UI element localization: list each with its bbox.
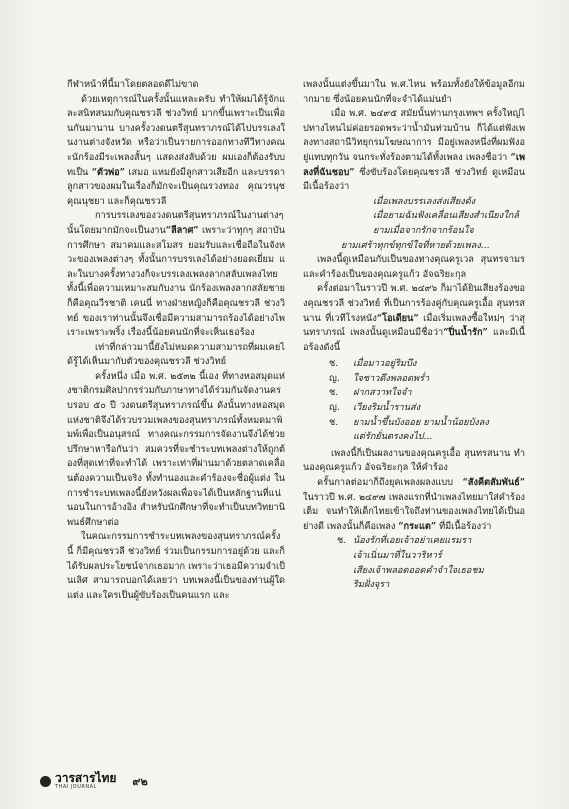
page-footer (40, 772, 148, 790)
lyric-line: ช. ยามน้ำขึ้นบังออย ยามน้ำน้อยบังลง (329, 416, 489, 428)
paragraph: ในคณะกรรมการชำระบทเพลงของสุนทราภรณ์ครั้งนี้ ก็มีคุณชรวลี ช่วงวิทย์ ร่วมเป็นกรรมการอยู่ด้วย และก็ได้รับผลประโยชน์จากเธอมาก เพราะว่าเธอมีความจำเป็นเลิศ สามารถบอกได้เลยว่า บทเพลงนี้เป็นของท่านผู้ใดแต่ง และใครเป็นผู้ขับร้องเป็นคนแรก และ (67, 531, 285, 601)
logo-title: วารสารไทย (55, 770, 117, 785)
paragraph: การบรรเลงของวงดนตรีสุนทราภรณ์ในงานต่างๆ นั้นโดยมากมักจะเป็นงาน“ลีลาศ” เพราะว่าทุกๆ สถาบันการศึกษา สมาคมและสโมสร ยอมรับและเชื่อถือในจังหวะของเพลงต่างๆ ทั้งนั้นการบรรเลงได้อย่างยอดเยี่ยม และในบางครั้งทางวงก็จะบรรเลงเพลงลากสลับเพลงไทย ทั้งนี้เพื่อความเหมาะสมกับงาน นักร้องเพลงลากสลัยชายก็คือคุณวีรชาติ เคนนี่ ทางฝ่ายหญิงก็คือคุณชรวลี ช่วงวิทย์ ของเราท่านนั้นจึงเชื่อมีความสามารถร้องได้อย่างไพเราะเพราะพริ้ง เรื่องนี้น้อยคนนักที่จะเห็นเธอร้อง (67, 210, 285, 339)
paragraph: เพลงนั้นแต่งขึ้นมาใน พ.ศ.ไหน พร้อมทั้งยังให้ข้อมูลอีกมากมาย ซึ่งน้อยคนนักที่จะจำได้แม่นยำ (303, 79, 525, 105)
paragraph: กีฬาหน้าที่นี้มาโดยตลอดดีไม่ขาด (67, 79, 199, 90)
paragraph: ด้วยเหตุการณ์ในครั้งนั้นแหละครับ ทำให้ผมได้รู้จักและสนิทสนมกับคุณชรวลี ช่วงวิทย์ มากขึ้นเพราะเป็นเพื่อนกันมานาน บางครั้งวงดนตรีสุนทราภรณ์ได้ไปบรรเลงในงานต่างจังหวัด หรือว่าเป็นรายการออกทางทีวีทางคณะนักร้องมีระเพลงสั้นๆ แสดงส่งลับด้วย ผมเองก็ต้องรับบทเป็น “ตัวพ่อ” เสมอ แหมยังมีลูกสาวเสียอีก และบรรดาลูกสาวของผมในเรื่องก็มักจะเป็นคุณรวงทอง คุณวรนุช คุณนุชยา และก็คุณชรวลี (67, 93, 286, 207)
lyric-line: ริมฝั่งจุรา (353, 579, 390, 591)
lyric-line: ยามเมื่อจากรักจากร้อนใจ (373, 224, 474, 236)
left-column (67, 78, 285, 603)
paragraph: ครั้งต่อมาในราวปี พ.ศ. ๒๔๙๖ ก็มาได้ยินเสียงร้องของคุณชรวลี ช่วงวิทย์ ที่เป็นการร้องคู่กับคุณครูเอื้อ สุนทรสนาน ที่เวทีโรงหนัง“โอเดียน” เมื่อเริ่มเพลงซื้อใหม่ๆ ว่าสุนทราภรณ์ เพลงนั้นดูเหมือนมีชื่อว่า“ปิ่นน้ำรัก” และมีเนื้อร้องดังนี้ (303, 283, 526, 353)
lyric-line: เมื่อยามฉันฟังเคลื่อนเสียงสำเนียงใกล้ (373, 210, 519, 222)
logo-subtitle: THAI JOURNAL (55, 783, 97, 790)
paragraph: เท่าที่กล่าวมานี้ยังไม่หมดความสามารถที่ผมเคยได้รู้ได้เห็นมากับตัวของคุณชรวลี ช่วงวิทย์ (67, 341, 285, 368)
paragraph: ครั้นกาลต่อมาก็ถึงยุคเพลงผลงแบบ “สังคีตสัมพันธ์” ในราวปี พ.ศ. ๒๔๙๗ เพลงแรกที่นำเพลงไทยมาใส่คำร้องเต็ม จนทำให้เด็กไทยเข้าใจถึงท่านของเพลงไทยได้เป็นอย่างดี เพลงนั้นก็คือเพลง “กระแต” ที่มีเนื้อร้องว่า (303, 477, 525, 532)
lyric-line: ยามเศร้าทุกข์ทุกข์ใจที่หายด้วยเพลง... (341, 239, 490, 251)
logo-icon (40, 776, 51, 787)
page-number: ๙๒ (132, 775, 148, 788)
lyric-line: เมื่อเพลงบรรเลงส่งเสียงดัง (373, 195, 476, 207)
paragraph: เพลงนี้ก็เป็นผลงานของคุณครูเอื้อ สุนทรสนาน ทำนองคุณครูแก้ว อัจฉริยะกุล ให้คำร้อง (303, 447, 525, 474)
paragraph: เมื่อ พ.ศ. ๒๔๙๕ สมัยนั้นท่านกรุงเทพฯ ครั้งใหญ่ไปทางไหนไม่ค่อยรอดพระว่าน้ำมันท่วมบ้าน ก็ได้แต่ฟังเพลงทางสถานีวิทยุกรมโฆษณาการ มีอยู่เพลงหนึ่งที่ผมฟังอยู่แทบทุกวัน จนกระทั่งร้องตามได้ทั้งเพลง เพลงชื่อว่า “เพลงที่ฉันชอบ” ซึ่งขับร้องโดยคุณชรวลี ช่วงวิทย์ ดูเหมือนมีเนื้อร้องว่า (303, 108, 526, 193)
lyric-line: เจ้าเนิ่นมาที่ในวาริหาร์ (353, 550, 442, 561)
lyric-line: ช. เมื่อมาวอยู่ริมบึง (329, 358, 417, 370)
song-lyrics (303, 357, 525, 445)
journal-logo (40, 770, 117, 790)
paragraph: เพลงนี้ดูเหมือนกับเป็นของทางคุณครูเวล สุนทรจามร และคำร้องเป็นของคุณครูแก้ว อัจฉริยะกุล (303, 254, 525, 280)
lyric-line: เสียงเจ้าพลอดออดคำจำใจเธอชม (353, 564, 484, 576)
lyric-line: ญ. ใจชาวดึงพลอดพร่ำ (329, 372, 430, 384)
paragraph: ครั้งหนึ่ง เมื่อ พ.ศ. ๒๕๓๒ นี้เอง ที่ทางหอสมุดแห่งชาติกรมศิลปากรร่วมกับภาษาทางได้ร่วมกันจัดงานครบรอบ ๕๐ ปี วงดนตรีสุนทราภรณ์ขึ้น ดังนั้นทางหอสมุดแห่งชาติจึงได้รวบรวมเพลงของสุนทราภรณ์ทั้งหมดมาพิมพ์เพื่อเป็นอนุสรณ์ ทางคณะกรรมการจัดงานจึงได้ช่วยปรึกษาหารือกันว่า สมควรที่จะชำระบทเพลงต่างให้ถูกต้องที่สุดเท่าที่จะทำได้ เพราะเท่าที่ผ่านมาด้วยตลาดเคลื่อนต้องความเป็นจริง ทั้งทำนองและคำร้องจะชื่อผู้แต่ง ในการชำระบทเพลงนี้ยังหวังผลเพื่อจะได้เป็นหลักฐานที่แน่นอนในการอ้างอิง สำหรับนักศึกษาที่จะทำเป็นบทวิทยานิพนธ์ศึกษาต่อ (67, 370, 285, 528)
lyric-line: แต่รักยั่นตรงคงไป... (353, 431, 433, 443)
right-column (303, 78, 525, 593)
lyric-line: ญ. เวียงริมน้ำรานส่ง (329, 402, 421, 414)
lyric-line: ช. น้องรักที่เอยเจ้าอย่าเคยแรมรา (337, 535, 472, 547)
song-lyrics (303, 195, 525, 253)
lyric-line: ช. ฝากสวาทใจจำ (329, 387, 412, 399)
song-lyrics (303, 534, 525, 592)
